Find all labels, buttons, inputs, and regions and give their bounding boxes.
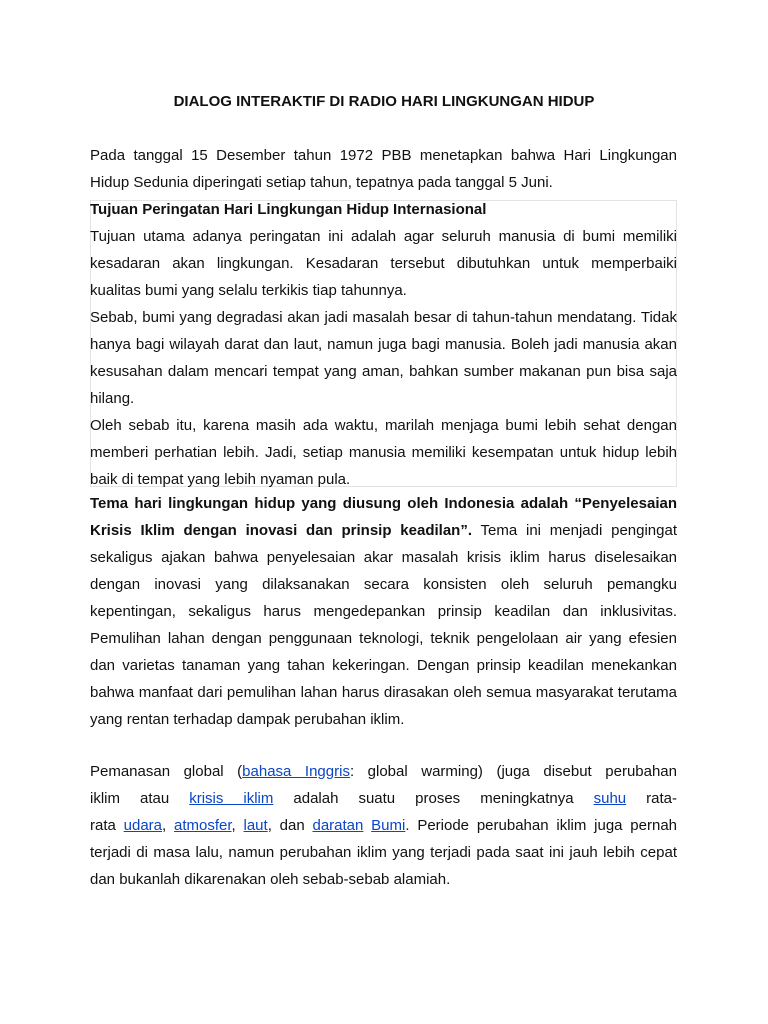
theme-line: dengan inovasi yang dilaksanakan secara konsisten oleh seluruh pemangku: [90, 576, 677, 593]
purpose-section: [90, 196, 677, 493]
link-laut[interactable]: laut: [243, 817, 268, 834]
global-warming-paragraph: [90, 758, 677, 893]
warming-text: . Periode perubahan iklim juga pernah: [405, 817, 678, 834]
theme-line: yang rentan terhadap dampak perubahan iklim.: [90, 711, 405, 728]
theme-paragraph: [90, 490, 677, 733]
link-bahasa-inggris[interactable]: bahasa Inggris: [242, 763, 350, 780]
link-atmosfer[interactable]: atmosfer: [174, 817, 232, 834]
document-title: DIALOG INTERAKTIF DI RADIO HARI LINGKUNGAN HIDUP: [173, 93, 595, 110]
theme-line-mixed: [90, 517, 677, 544]
warming-text: ,: [231, 817, 244, 834]
warming-text: adalah suatu proses meningkatnya: [273, 790, 594, 807]
warming-text: [363, 817, 371, 834]
theme-line: sekaligus ajakan bahwa penyelesaian akar masalah krisis iklim harus diselesaikan: [90, 549, 677, 566]
purpose-p2-line: Sebab, bumi yang degradasi akan jadi masalah besar di tahun-tahun mendatang. Tidak: [90, 309, 677, 326]
warming-line-4: terjadi di masa lalu, namun perubahan iklim yang terjadi pada saat ini jauh lebih cepat: [90, 844, 677, 861]
theme-line: kepentingan, sekaligus harus mengedepankan prinsip keadilan dan inklusivitas.: [90, 603, 677, 620]
purpose-p1-line: Tujuan utama adanya peringatan ini adalah agar seluruh manusia di bumi memiliki: [90, 228, 677, 245]
warming-text: : global warming) (juga disebut perubahan: [349, 763, 677, 780]
link-bumi[interactable]: Bumi: [371, 817, 406, 834]
purpose-p2-line: hanya bagi wilayah darat dan laut, namun juga bagi manusia. Boleh jadi manusia akan: [90, 336, 677, 353]
link-suhu[interactable]: suhu: [593, 790, 627, 807]
purpose-p1-line: kualitas bumi yang selalu terkikis tiap tahunnya.: [90, 282, 407, 299]
theme-line-bold: Tema hari lingkungan hidup yang diusung oleh Indonesia adalah “Penyelesaian: [90, 495, 677, 512]
intro-line-1: Pada tanggal 15 Desember tahun 1972 PBB menetapkan bahwa Hari Lingkungan: [90, 147, 677, 164]
warming-text: rata-: [626, 790, 677, 807]
warming-line-3: [90, 812, 677, 839]
warming-text: , dan: [267, 817, 313, 834]
intro-paragraph: [90, 142, 677, 196]
purpose-p3-line: memberi perhatian lebih. Jadi, setiap manusia memiliki kesempatan untuk hidup lebih: [90, 444, 677, 461]
warming-line-1: [90, 758, 677, 785]
link-krisis-iklim[interactable]: krisis iklim: [189, 790, 274, 807]
warming-line-5: dan bukanlah dikarenakan oleh sebab-sebab alamiah.: [90, 871, 451, 888]
link-udara[interactable]: udara: [123, 817, 163, 834]
purpose-p2-line: hilang.: [90, 390, 135, 407]
link-daratan[interactable]: daratan: [312, 817, 364, 834]
theme-line: Pemulihan lahan dengan penggunaan teknologi, teknik pengelolaan air yang efesien: [90, 630, 677, 647]
purpose-p2-line: kesusahan dalam mencari tempat yang aman, bahkan sumber makanan pun bisa saja: [90, 363, 677, 380]
warming-line-2: [90, 785, 677, 812]
purpose-p1-line: kesadaran akan lingkungan. Kesadaran tersebut dibutuhkan untuk memperbaiki: [90, 255, 677, 272]
theme-line: bahwa manfaat dari pemulihan lahan harus dirasakan oleh semua masyarakat terutama: [90, 684, 677, 701]
intro-line-2: Hidup Sedunia diperingati setiap tahun, tepatnya pada tanggal 5 Juni.: [90, 174, 553, 191]
warming-text: rata: [90, 817, 124, 834]
purpose-p3-line: baik di tempat yang lebih nyaman pula.: [90, 471, 351, 488]
warming-text: Pemanasan global (: [90, 763, 243, 780]
purpose-p3-line: Oleh sebab itu, karena masih ada waktu, marilah menjaga bumi lebih sehat dengan: [90, 417, 677, 434]
theme-text: Tema ini menjadi pengingat: [472, 522, 677, 539]
purpose-heading: Tujuan Peringatan Hari Lingkungan Hidup Internasional: [90, 201, 487, 218]
warming-text: iklim atau: [90, 790, 190, 807]
theme-line: dan varietas tanaman yang tahan kekeringan. Dengan prinsip keadilan menekankan: [90, 657, 677, 674]
warming-text: ,: [162, 817, 174, 834]
theme-bold-text: Krisis Iklim dengan inovasi dan prinsip keadilan”.: [90, 522, 472, 539]
